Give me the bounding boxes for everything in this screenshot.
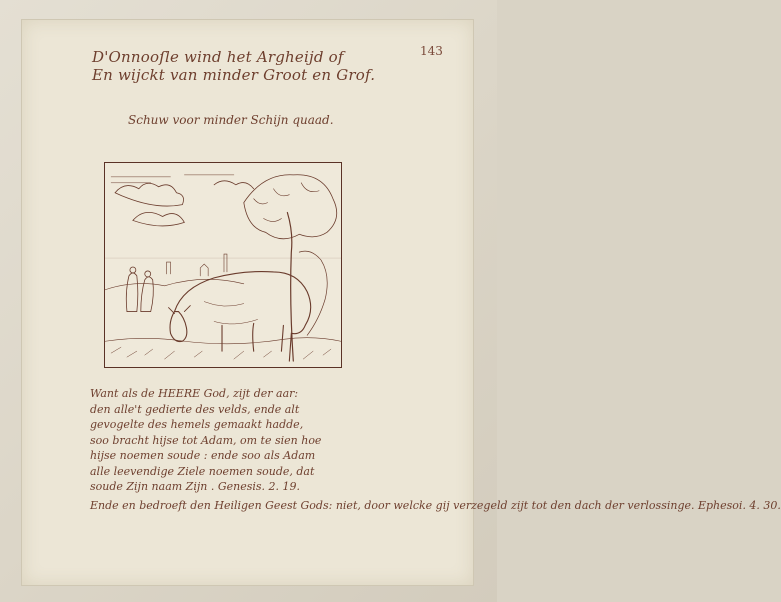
page-number: 143 [420,44,443,58]
figure-right [141,277,154,312]
figure-left [126,273,138,312]
text-line: soude Zijn naam Zijn . Genesis. 2. 19. [90,480,301,493]
page-title [92,48,375,84]
text-line: gevogelte des hemels gemaakt hadde, [90,418,304,431]
ground-line [105,338,341,344]
page-subtitle: Schuw voor minder Schijn quaad. [128,113,334,127]
text-line: dach der verlossinge. Ephesoi. 4. 30. [574,499,781,512]
cloud-shape [214,181,254,189]
ink-drawing [105,163,341,367]
distant-town [167,254,227,276]
cow-head [170,312,187,342]
distant-hills [105,279,244,289]
text-line: den alle't gedierte des velds, ende alt [90,402,300,416]
cloud-shape [133,212,184,226]
text-line: Ende en bedroeft den Heiligen Geest Gods: [90,499,333,512]
scripture-passage-1 [90,386,321,495]
text-line: alle leevendige Ziele noemen soude, dat [90,464,315,478]
cloud-shape [115,183,183,206]
text-line: hijse noemen soude : ende soo als Adam [90,449,316,462]
text-line: Want als de HEERE God, zijt der aar: [90,387,299,400]
scripture-passage-2 [90,498,781,514]
text-line: niet, door welcke gij verzegeld zijt tot den [335,499,572,512]
title-line-2: En wijckt van minder Groot en Grof. [92,66,376,84]
landscape-illustration [104,162,342,368]
title-line-1: D'Onnooſle wind het Argheijd of [92,48,344,66]
tree-canopy [244,175,337,239]
text-line: soo bracht hijse tot Adam, om te sien hoe [90,433,322,447]
